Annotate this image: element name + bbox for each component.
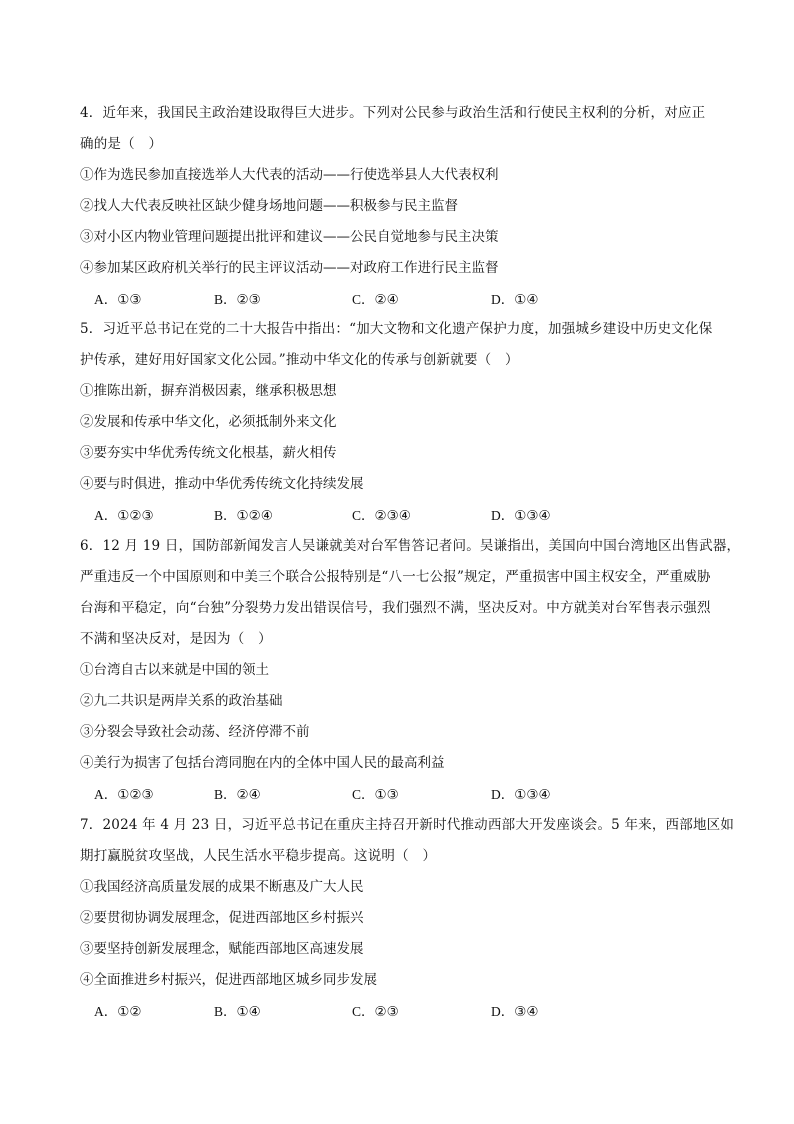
question-stem-line: 严重违反一个中国原则和中美三个联合公报特别是“八一七公报”规定，严重损害中国主权安全，严重威胁: [80, 569, 711, 585]
statement-item: ③对小区内物业管理问题提出批评和建议——公民自觉地参与民主决策: [80, 229, 499, 245]
option-a: A．①②③: [94, 787, 154, 803]
answer-options: [80, 996, 730, 1027]
option-a: A．①②: [94, 1004, 142, 1020]
question-stem-line: 5．习近平总书记在党的二十大报告中指出：“加大文物和文化遗产保护力度，加强城乡建设中历史文化保: [80, 321, 713, 337]
question-4: [80, 98, 730, 315]
statement-item: ①我国经济高质量发展的成果不断惠及广大人民: [80, 879, 364, 895]
question-stem-line: 不满和坚决反对，是因为（ ）: [80, 631, 272, 647]
option-b: B．①④: [214, 1004, 261, 1020]
question-stem-line: 期打赢脱贫攻坚战，人民生活水平稳步提高。这说明（ ）: [80, 848, 437, 864]
statement-item: ②找人大代表反映社区缺少健身场地问题——积极参与民主监督: [80, 198, 458, 214]
option-a: A．①②③: [94, 508, 154, 524]
option-b: B．①②④: [214, 508, 273, 524]
statement-item: ②发展和传承中华文化，必须抵制外来文化: [80, 414, 337, 430]
option-c: C．①③: [352, 787, 399, 803]
option-b: B．②③: [214, 292, 261, 308]
option-c: C．②④: [352, 292, 399, 308]
question-stem-line: 6．12 月 19 日，国防部新闻发言人吴谦就美对台军售答记者问。吴谦指出，美国向中国台湾地区出售武器，: [80, 538, 741, 554]
question-stem-line: 7．2024 年 4 月 23 日，习近平总书记在重庆主持召开新时代推动西部大开发座谈会。5 年来，西部地区如: [80, 817, 735, 833]
answer-options: [80, 284, 730, 315]
statement-item: ②要贯彻协调发展理念，促进西部地区乡村振兴: [80, 910, 364, 926]
option-d: D．①④: [491, 292, 539, 308]
statement-item: ④参加某区政府机关举行的民主评议活动——对政府工作进行民主监督: [80, 260, 499, 276]
statement-item: ④要与时俱进，推动中华优秀传统文化持续发展: [80, 476, 364, 492]
statement-item: ①台湾自古以来就是中国的领土: [80, 662, 269, 678]
question-stem-line: 护传承，建好用好国家文化公园。”推动中华文化的传承与创新就要（ ）: [80, 352, 519, 368]
statement-item: ③要夯实中华优秀传统文化根基，薪火相传: [80, 445, 337, 461]
statement-item: ②九二共识是两岸关系的政治基础: [80, 693, 283, 709]
question-stem-line: 4．近年来，我国民主政治建设取得巨大进步。下列对公民参与政治生活和行使民主权利的分析，对应正: [80, 105, 706, 121]
question-6: [80, 531, 741, 810]
statement-item: ①推陈出新，摒弃消极因素，继承积极思想: [80, 383, 337, 399]
statement-item: ③要坚持创新发展理念，赋能西部地区高速发展: [80, 941, 364, 957]
statement-item: ④美行为损害了包括台湾同胞在内的全体中国人民的最高利益: [80, 755, 445, 771]
statement-item: ④全面推进乡村振兴，促进西部地区城乡同步发展: [80, 972, 377, 988]
question-5: [80, 314, 730, 531]
answer-options: [80, 500, 730, 531]
statement-item: ③分裂会导致社会动荡、经济停滞不前: [80, 724, 310, 740]
option-d: D．③④: [491, 1004, 539, 1020]
option-d: D．①③④: [491, 508, 551, 524]
option-d: D．①③④: [491, 787, 551, 803]
option-a: A．①③: [94, 292, 142, 308]
statement-item: ①作为选民参加直接选举人大代表的活动——行使选举县人大代表权利: [80, 167, 499, 183]
option-c: C．②③④: [352, 508, 411, 524]
option-b: B．②④: [214, 787, 261, 803]
question-stem-line: 台海和平稳定，向“台独”分裂势力发出错误信号，我们强烈不满，坚决反对。中方就美对台军售表示强烈: [80, 600, 711, 616]
question-stem-line: 确的是（ ）: [80, 136, 163, 152]
answer-options: [80, 779, 730, 810]
question-7: [80, 810, 735, 1027]
option-c: C．②③: [352, 1004, 399, 1020]
